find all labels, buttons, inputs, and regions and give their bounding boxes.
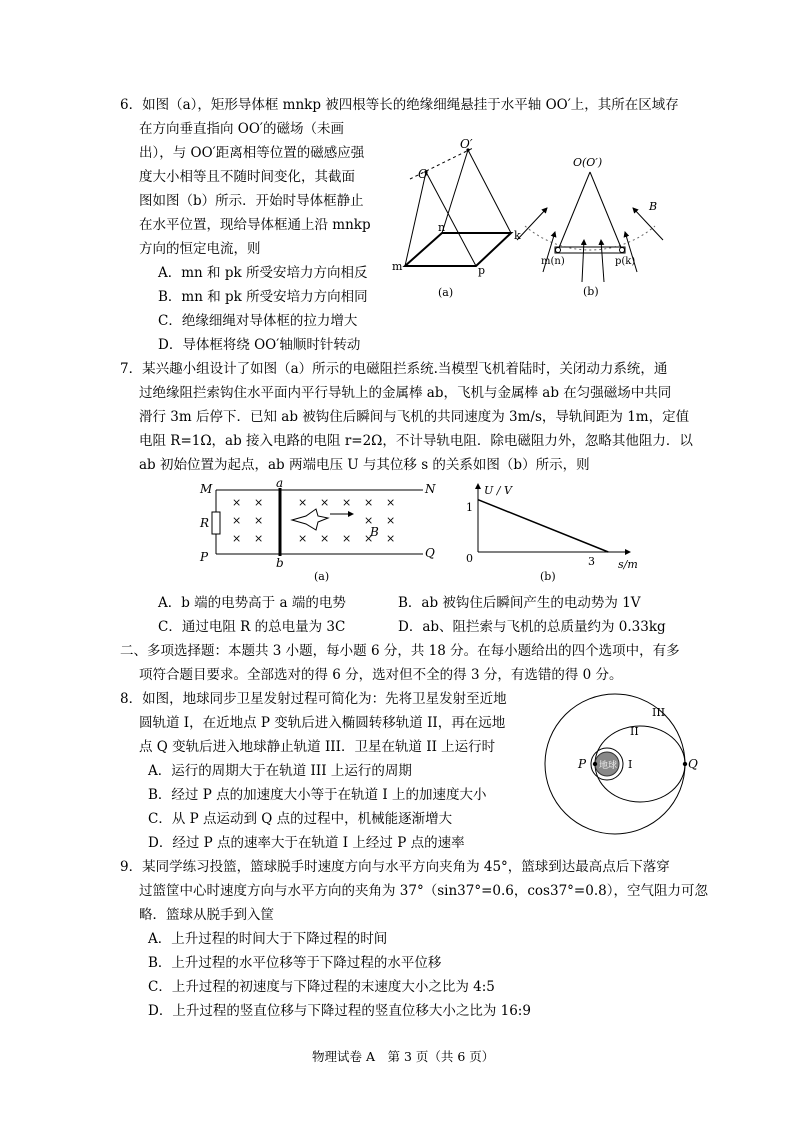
field-cross: × [298, 532, 308, 545]
string-right [590, 172, 622, 250]
model-airplane [292, 509, 328, 530]
field-cross: × [342, 496, 352, 509]
label-oo: O(O′) [573, 156, 603, 169]
q6-line-5: 图如图（b）所示．开始时导体框静止 [139, 193, 364, 209]
q6-line-3: 出），与 OO′距离相等位置的磁感应强 [139, 145, 365, 161]
q6-line-4: 度大小相等且不随时间变化，其截面 [139, 169, 355, 185]
label-r: R [200, 516, 210, 530]
q6-line-6: 在水平位置，现给导体框通上沿 mnkp [139, 217, 371, 233]
q6-option-b: B．mn 和 pk 所受安培力方向相同 [158, 289, 368, 305]
field-cross: × [254, 514, 264, 527]
x-axis-label: s/m [618, 558, 638, 571]
q9-option-c: C．上升过程的初速度与下降过程的末速度大小之比为 4:5 [148, 979, 495, 995]
q7-option-c: C．通过电阻 R 的总电量为 3C [158, 619, 346, 635]
caption-b: (b) [583, 285, 599, 298]
q6-line-1: 6．如图（a），矩形导体框 mnkp 被四根等长的绝缘细绳悬挂于水平轴 OO′上，其所在区域存 [120, 97, 679, 113]
b-arrow-6 [633, 208, 663, 240]
point-q [683, 762, 687, 766]
q7-line-1: 7．某兴趣小组设计了如图（a）所示的电磁阻拦系统.当模型飞机着陆时，关闭动力系统，通 [120, 361, 668, 377]
label-n: n [438, 221, 446, 234]
label-p: P [200, 550, 209, 564]
field-cross: × [232, 532, 242, 545]
q8-option-c: C．从 P 点运动到 Q 点的过程中，机械能逐渐增大 [148, 811, 453, 827]
b-arrow-4 [601, 240, 604, 282]
page-footer: 物理试卷 A 第 3 页（共 6 页） [312, 1049, 495, 1064]
label-mn: m(n) [541, 256, 565, 267]
field-cross: × [254, 532, 264, 545]
field-arc [525, 226, 655, 250]
q7-figure-b [460, 480, 650, 586]
resistor-r [212, 512, 220, 534]
field-cross: × [364, 532, 374, 545]
string-n [442, 150, 468, 233]
x-tick-3: 3 [588, 555, 595, 568]
section2-line-1: 二、多项选择题：本题共 3 小题，每小题 6 分，共 18 分。在每小题给出的四个选项中，有多 [120, 643, 680, 659]
label-i: I [628, 758, 633, 771]
q6-figure-b [505, 150, 675, 302]
field-cross: × [386, 532, 396, 545]
field-cross: × [254, 496, 264, 509]
field-cross: × [386, 514, 396, 527]
field-cross: × [364, 514, 374, 527]
field-cross: × [232, 514, 242, 527]
q8-line-3: 点 Q 变轨后进入地球静止轨道 III．卫星在轨道 II 上运行时 [139, 739, 496, 755]
q8-option-a: A．运行的周期大于在轨道 III 上运行的周期 [148, 763, 412, 779]
q8-line-2: 圆轨道 I，在近地点 P 变轨后进入椭圆转移轨道 II，再在远地 [139, 715, 506, 731]
label-earth: 地球 [599, 761, 618, 771]
b-arrow-1 [517, 208, 547, 240]
y-tick-1: 1 [466, 501, 473, 514]
label-o: O [418, 167, 428, 181]
q7-line-3: 滑行 3m 后停下．已知 ab 被钩住后瞬间与飞机的共同速度为 3m/s，导轨间距为 1m，定值 [139, 409, 690, 425]
label-o-prime: O′ [460, 137, 473, 151]
caption-7b: (b) [540, 570, 556, 583]
string-m [405, 172, 426, 266]
q6-line-2: 在方向垂直指向 OO′的磁场（未画 [139, 121, 344, 137]
label-q: Q [425, 546, 435, 560]
q9-line-3: 略．篮球从脱手到入筐 [139, 907, 274, 923]
origin-label: 0 [466, 552, 473, 565]
q7-line-5: ab 初始位置为起点，ab 两端电压 U 与其位移 s 的关系如图（b）所示，则 [139, 457, 590, 473]
caption-7a: (a) [314, 570, 330, 583]
q8-orbit-figure [530, 690, 700, 838]
q9-option-d: D．上升过程的竖直位移与下降过程的竖直位移大小之比为 16:9 [148, 1003, 531, 1019]
q7-line-2: 过绝缘阻拦索钩住水平面内平行导轨上的金属棒 ab，飞机与金属棒 ab 在匀强磁场中共同 [139, 385, 672, 401]
conductor-frame [405, 233, 511, 266]
q8-line-1: 8．如图，地球同步卫星发射过程可简化为：先将卫星发射至近地 [120, 691, 507, 707]
label-b-end: b [276, 556, 284, 570]
label-ii: II [630, 725, 639, 738]
u-s-line [478, 500, 608, 552]
label-a: a [276, 476, 284, 490]
label-k: k [514, 229, 521, 242]
field-cross: × [298, 496, 308, 509]
y-axis-label: U / V [484, 484, 512, 497]
string-left [558, 172, 590, 250]
q7-line-4: 电阻 R=1Ω，ab 接入电路的电阻 r=2Ω，不计导轨电阻．除电磁阻力外，忽略其他阻力．以 [139, 433, 693, 449]
b-arrow-3 [582, 240, 584, 282]
wire-pk [620, 248, 625, 253]
q9-line-2: 过篮筐中心时速度方向与水平方向的夹角为 37°（sin37°=0.6，cos37°=0.8），空气阻力可忽 [139, 883, 708, 899]
q9-line-1: 9．某同学练习投篮，篮球脱手时速度方向与水平方向夹角为 45°，篮球到达最高点后下落穿 [120, 859, 670, 875]
label-q: Q [688, 757, 698, 771]
q6-option-a: A．mn 和 pk 所受安培力方向相反 [158, 265, 368, 281]
point-p [593, 762, 597, 766]
q6-line-7: 方向的恒定电流，则 [139, 241, 261, 257]
field-cross: × [320, 496, 330, 509]
label-p: p [478, 264, 486, 277]
string-p [426, 172, 476, 266]
q9-option-a: A．上升过程的时间大于下降过程的时间 [148, 931, 388, 947]
q7-option-a: A．b 端的电势高于 a 端的电势 [158, 595, 346, 611]
label-iii: III [652, 706, 666, 719]
label-b: B [649, 200, 658, 213]
q6-option-d: D．导体框将绕 OO′轴顺时针转动 [158, 337, 361, 353]
q8-option-b: B．经过 P 点的加速度大小等于在轨道 I 上的加速度大小 [148, 787, 487, 803]
label-m: m [392, 260, 403, 273]
caption-a: (a) [438, 286, 454, 299]
field-cross: × [386, 496, 396, 509]
label-b-field: B [370, 525, 379, 539]
field-cross: × [232, 496, 242, 509]
label-p: P [578, 757, 587, 771]
label-m: M [200, 482, 213, 496]
q7-option-b: B．ab 被钩住后瞬间产生的电动势为 1V [398, 595, 641, 611]
q8-option-d: D．经过 P 点的速率大于在轨道 I 上经过 P 点的速率 [148, 835, 465, 851]
q7-figure-a [198, 476, 443, 586]
field-cross: × [342, 532, 352, 545]
q9-option-b: B．上升过程的水平位移等于下降过程的水平位移 [148, 955, 442, 971]
label-n: N [425, 482, 436, 496]
q7-option-d: D．ab、阻拦索与飞机的总质量约为 0.33kg [398, 619, 666, 635]
section2-line-2: 项符合题目要求。全部选对的得 6 分，选对但不全的得 3 分，有选错的得 0 分。 [139, 667, 623, 683]
label-pk: p(k) [615, 256, 636, 267]
field-cross: × [364, 496, 374, 509]
wire-mn [556, 248, 561, 253]
field-cross: × [320, 532, 330, 545]
q6-option-c: C．绝缘细绳对导体框的拉力增大 [158, 313, 358, 329]
